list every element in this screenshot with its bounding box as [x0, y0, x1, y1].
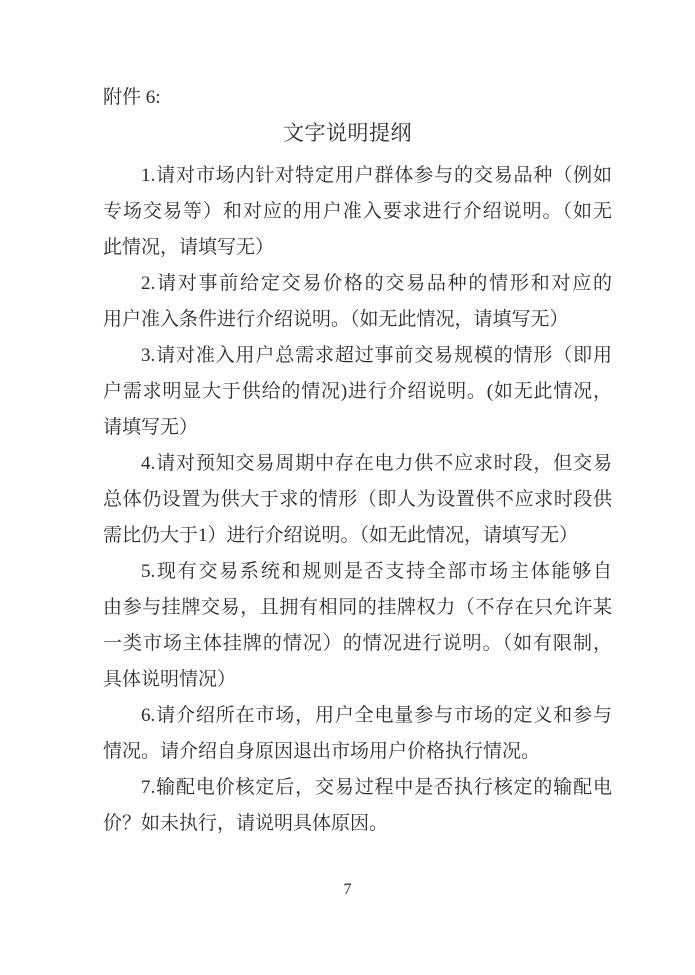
body-line: 专场交易等）和对应的用户准入要求进行介绍说明。（如无	[103, 201, 612, 222]
body-line: 请填写无）	[103, 417, 199, 438]
body-line: 1.请对市场内针对特定用户群体参与的交易品种（例如	[141, 165, 612, 186]
body-line: 由参与挂牌交易，且拥有相同的挂牌权力（不存在只允许某	[103, 597, 612, 618]
body-line: 此情况，请填写无）	[103, 237, 275, 258]
body-line: 4.请对预知交易周期中存在电力供不应求时段，但交易	[141, 453, 612, 474]
body-line: 5.现有交易系统和规则是否支持全部市场主体能够自	[141, 561, 612, 582]
body-line: 3.请对准入用户总需求超过事前交易规模的情形（即用	[141, 345, 612, 366]
body-line: 7.输配电价核定后，交易过程中是否执行核定的输配电	[141, 777, 612, 798]
body-line: 户需求明显大于供给的情况)进行介绍说明。(如无此情况，	[103, 381, 612, 402]
body-line: 6.请介绍所在市场，用户全电量参与市场的定义和参与	[141, 705, 612, 726]
body-line: 用户准入条件进行介绍说明。（如无此情况，请填写无）	[103, 309, 569, 330]
attachment-label: 附件 6:	[103, 87, 161, 108]
body-line: 一类市场主体挂牌的情况）的情况进行说明。（如有限制，	[103, 633, 612, 654]
body-line: 总体仍设置为供大于求的情形（即人为设置供不应求时段供	[103, 489, 612, 510]
body-line: 需比仍大于1）进行介绍说明。（如无此情况，请填写无）	[103, 525, 579, 546]
document-title: 文字说明提纲	[283, 121, 412, 145]
body-line: 具体说明情况）	[103, 669, 237, 690]
page-number: 7	[343, 881, 352, 898]
body-line: 2.请对事前给定交易价格的交易品种的情形和对应的	[141, 273, 612, 294]
body-line: 情况。请介绍自身原因退出市场用户价格执行情况。	[103, 741, 541, 762]
body-line: 价？如未执行，请说明具体原因。	[103, 813, 389, 834]
paragraph-list	[103, 158, 612, 842]
